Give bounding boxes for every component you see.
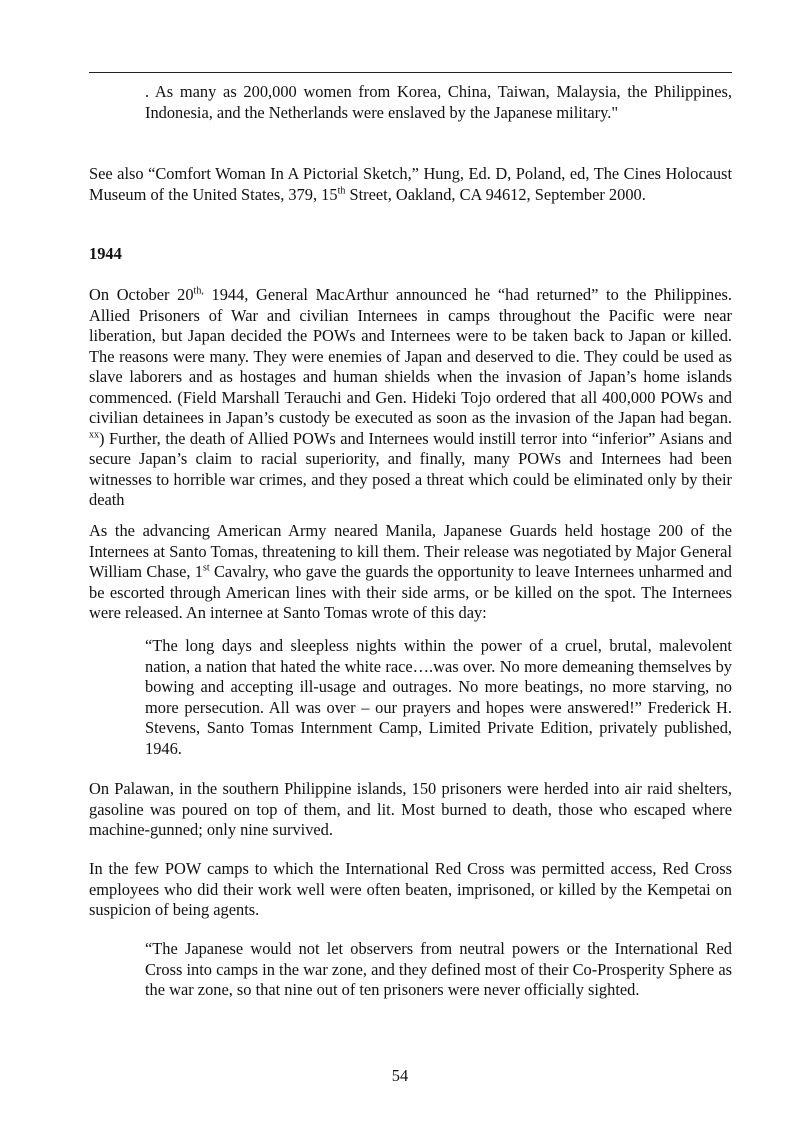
header-rule [89, 72, 732, 73]
paragraph-october-1944 [89, 285, 732, 511]
endnote-marker: xx [89, 429, 99, 441]
paragraph-palawan: On Palawan, in the southern Philippine islands, 150 prisoners were herded into air raid shelters, gasoline was poured on top of them, and lit. Most burned to death, those who escaped where machine-gunned; only nine survived. [89, 779, 732, 839]
paragraph-manila [89, 521, 732, 624]
section-heading-1944: 1944 [89, 244, 122, 263]
date-ordinal: th, [193, 285, 204, 297]
paragraph-red-cross: In the few POW camps to which the International Red Cross was permitted access, Red Cross employees who did their work well were often beaten, imprisoned, or killed by the Kempetai on suspicion of being agents. [89, 859, 732, 919]
cavalry-ordinal: st [202, 562, 210, 574]
see-also-paragraph [89, 164, 732, 205]
quote-japanese-observers: “The Japanese would not let observers from neutral powers or the International Red Cross into camps in the war zone, and they defined most of their Co-Prosperity Sphere as the war zone, so that nine out of ten prisoners were never officially sighted. [145, 939, 732, 999]
paragraph-text: On October 20 [89, 285, 194, 304]
paragraph-text-end: Cavalry, who gave the guards the opportunity to leave Internees unharmed and be escorted through American lines with their side arms, or be killed on the spot. The Internees were released. An internee at Santo Tomas wrote of this day: [89, 562, 732, 622]
quote-stevens: “The long days and sleepless nights within the power of a cruel, brutal, malevolent nation, a nation that hated the white race….was over. No more demeaning themselves by bowing and accepting ill-usage and outrages. No more beatings, no more starving, no more persecution. All was over – our prayers and hopes were answered!” Frederick H. Stevens, Santo Tomas Internment Camp, Limited Private Edition, privately published, 1946. [145, 636, 732, 758]
paragraph-text-mid: 1944, General MacArthur announced he “had returned” to the Philippines. Allied Prisoners of War and civilian Internees in camps throughout the Pacific were near liberation, but Japan decided the POWs and Internees were to be taken back to Japan or killed. The reasons were many. They were enemies of Japan and deserved to die. They could be used as slave laborers and as hostages and human shields when the invasion of Japan’s home islands commenced. (Field Marshall Terauchi and Gen. Hideki Tojo ordered that all 400,000 POWs and civilian detainees in Japan’s custody be executed as soon as the invasion of the Japan had began. [89, 285, 732, 427]
see-also-text-end: Street, Oakland, CA 94612, September 2000. [345, 184, 646, 204]
paragraph-text: As the advancing American Army neared Manila, Japanese Guards held hostage 200 of the Internees at Santo Tomas, threatening to kill them. Their release was negotiated by Major General William Chase, 1 [89, 521, 732, 581]
see-also-text: See also “Comfort Woman In A Pictorial Sketch,” Hung, Ed. D, Poland, ed, The Cines Holocaust Museum of the United States, 379, 15 [89, 164, 732, 204]
paragraph-text-end: ) Further, the death of Allied POWs and Internees would instill terror into “inferior” Asians and secure Japan’s claim to racial superiority, and finally, many POWs and Internees had been witnesses to horrible war crimes, and they posed a threat which could be eliminated only by their death [89, 428, 732, 509]
quote-comfort-women: . As many as 200,000 women from Korea, China, Taiwan, Malaysia, the Philippines, Indonesia, and the Netherlands were enslaved by the Japanese military." [145, 82, 732, 122]
see-also-ordinal: th [337, 185, 346, 197]
page-number: 54 [391, 1066, 409, 1085]
